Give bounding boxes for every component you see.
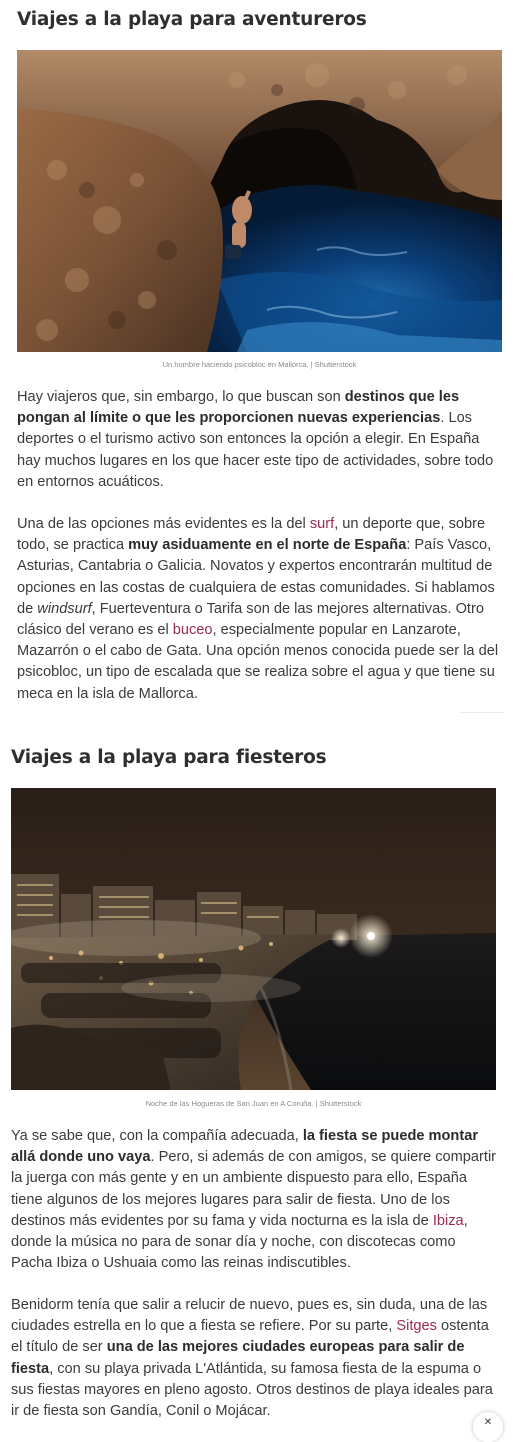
italic-text: windsurf (37, 600, 92, 617)
floating-close-button[interactable] (473, 1412, 503, 1442)
bold-text: destinos que les pongan al límite o que les proporcionen nuevas experiencias (17, 389, 460, 427)
paragraph: Benidorm tenía que salir a relucir de nuevo, pues es, sin duda, una de las ciudades estrella en lo que a fiesta se refiere. Por su parte, Sitges ostenta el título de ser una de las mejores ciudades europeas para salir de fiesta, con su playa privada L'Atlántida, su famosa fiesta de la espuma o sus fiestas mayores en pleno agosto. Otros destinos de playa ideales para ir de fiesta son Gandía, Conil o Mojácar. (11, 1297, 493, 1420)
cave-climbing-photo (17, 50, 502, 352)
paragraph: Hay viajeros que, sin embargo, lo que buscan son destinos que les pongan al límite o que les proporcionen nuevas experiencias. Los deportes o el turismo activo son entonces la opción a elegir. En España hay muchos lugares en los que hacer este tipo de actividades, sobre todo en entornos acuáticos. (17, 389, 494, 490)
image-caption: Un hombre haciendo psicobloc en Mallorca. | Shutterstock (162, 360, 357, 369)
night-beach-bonfires-photo (11, 788, 496, 1090)
paragraph: Una de las opciones más evidentes es la del surf, un deporte que, sobre todo, se practica muy asiduamente en el norte de España: País Vasco, Asturias, Cantabria o Galicia. Novatos y expertos encontrarán multitud de opciones en las costas de cualquiera de estas comunidades. Si hablamos de windsurf, Fuerteventura o Tarifa son de las mejores alternativas. Otro clásico del verano es el buceo, especialmente popular en Lanzarote, Mazarrón o el cabo de Gata. Una opción menos conocida puede ser la del psicobloc, un tipo de escalada que se realiza sobre el agua y que tiene su meca en la isla de Mallorca. (17, 516, 499, 702)
sitges-link[interactable]: Sitges (396, 1318, 437, 1335)
ibiza-link[interactable]: Ibiza (432, 1212, 464, 1229)
section-divider (460, 712, 505, 713)
bold-text: la fiesta se puede montar allá donde uno vaya (11, 1128, 478, 1166)
section-heading: Viajes a la playa para fiesteros (11, 747, 327, 768)
buceo-link[interactable]: buceo (172, 622, 213, 639)
bold-text: muy asiduamente en el norte de España (128, 537, 407, 554)
close-icon: ✕ (483, 1417, 493, 1428)
image-caption: Noche de las Hogueras de San Juan en A Coruña. | Shutterstock (145, 1099, 362, 1108)
bold-text: una de las mejores ciudades europeas para salir de fiesta (11, 1339, 465, 1377)
surf-link[interactable]: surf (309, 516, 335, 532)
paragraph: Ya se sabe que, con la compañía adecuada, la fiesta se puede montar allá donde uno vaya. Pero, si además de con amigos, se quiere compartir la juerga con más gente y en un ambiente dispuesto para ello, España tiene algunos de los mejores lugares para salir de fiesta. Uno de los destinos más evidentes por su fama y vida nocturna es la isla de Ibiza, donde la música no para de sonar día y noche, con discotecas como Pacha Ibiza o Ushuaia como las reinas indiscutibles. (11, 1128, 497, 1272)
section-heading: Viajes a la playa para aventureros (17, 9, 367, 30)
